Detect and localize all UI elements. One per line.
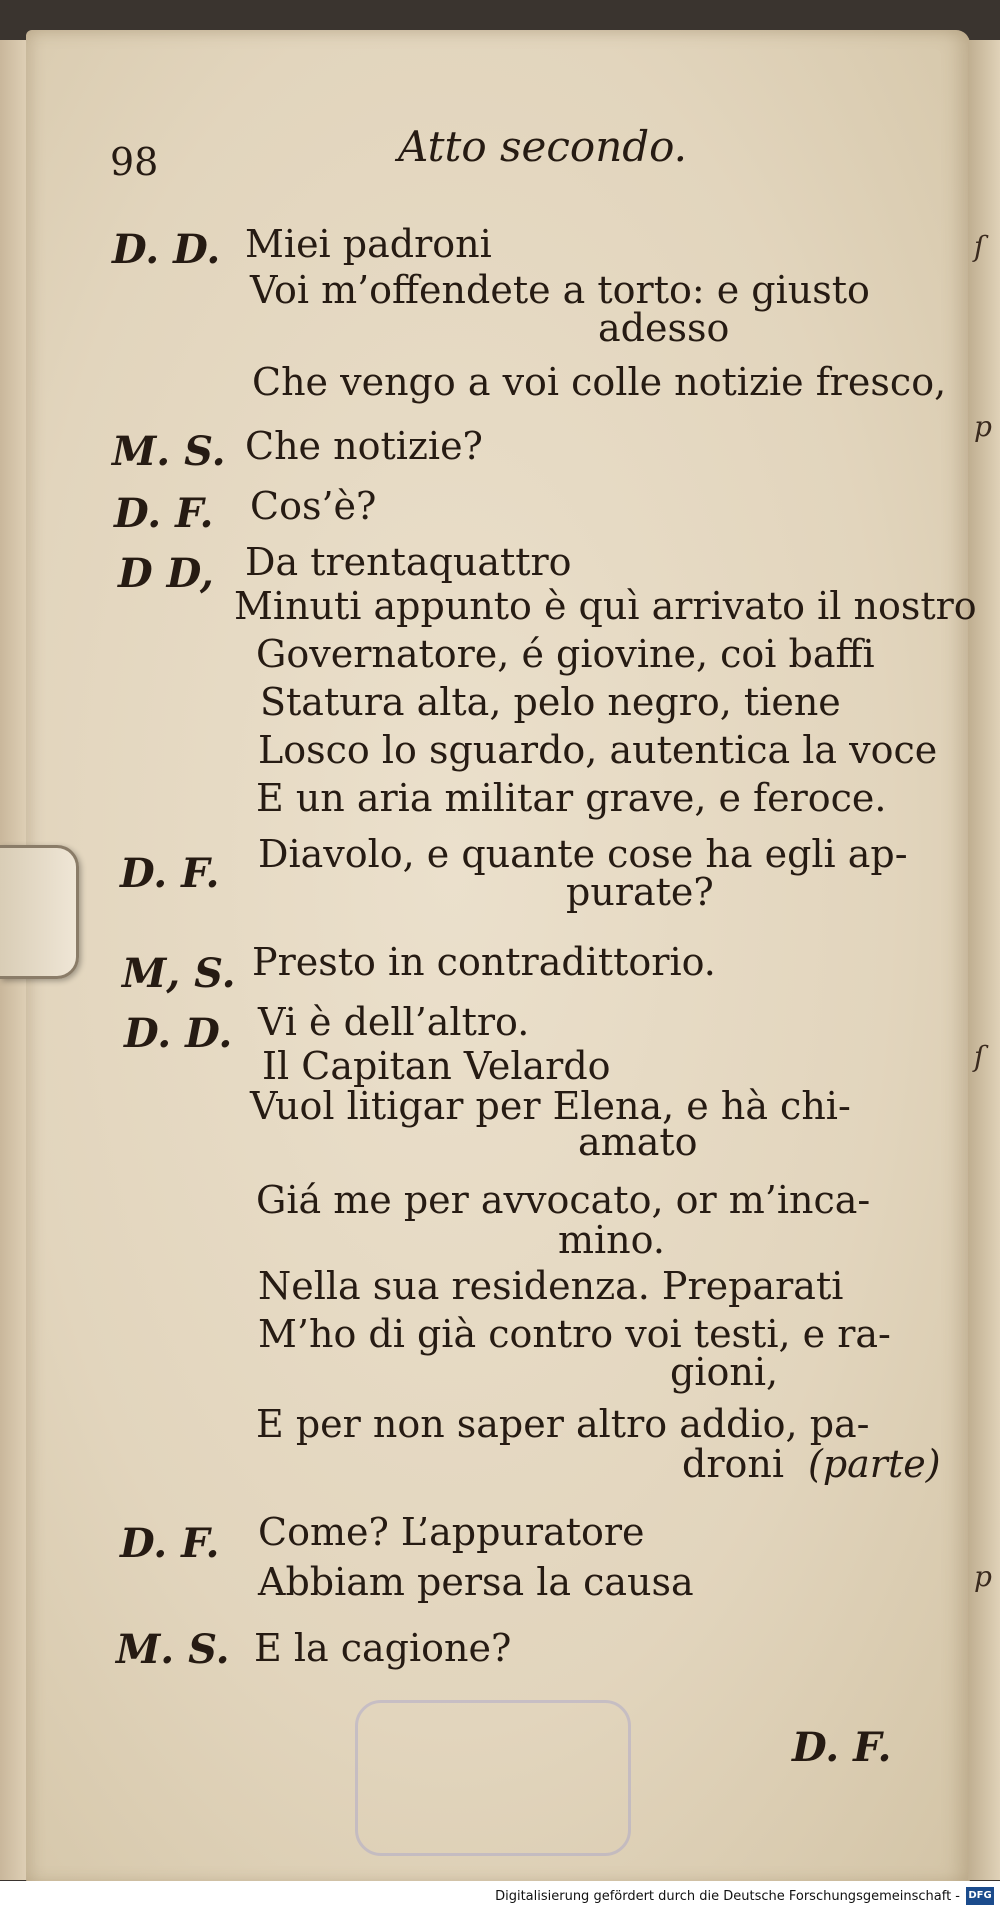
page-number: 98: [110, 140, 159, 184]
verse-line: gioni,: [670, 1350, 779, 1394]
verse-line: Vi è dell’altro.: [258, 1000, 530, 1044]
library-stamp: [355, 1700, 631, 1856]
verse-line: E la cagione?: [254, 1626, 512, 1670]
next-page-edge: [968, 40, 1000, 1880]
digitization-footer: [0, 1881, 1000, 1909]
verse-line: Cos’è?: [250, 484, 377, 528]
speaker-label: D. F.: [114, 490, 214, 537]
verse-line: Presto in contradittorio.: [252, 940, 716, 984]
speaker-label: M, S.: [122, 950, 236, 997]
verse-line: Abbiam persa la causa: [258, 1560, 694, 1604]
verse-line: Miei padroni: [245, 222, 492, 266]
verse-line: Governatore, é giovine, coi baffi: [256, 632, 875, 676]
catchword: D. F.: [792, 1724, 892, 1771]
verse-line: Statura alta, pelo negro, tiene: [260, 680, 841, 724]
verse-line: E un aria militar grave, e feroce.: [256, 776, 887, 820]
verse-line: Minuti appunto è quì arrivato il nostro: [234, 584, 977, 628]
verse-line: droni: [682, 1442, 784, 1486]
verse-line: Come? L’appuratore: [258, 1510, 645, 1554]
speaker-label: D D,: [118, 550, 214, 597]
verse-line: Che vengo a voi colle notizie fresco,: [252, 360, 947, 404]
verse-line: Nella sua residenza. Preparati: [258, 1264, 844, 1308]
stage-direction: (parte): [808, 1442, 941, 1486]
speaker-label: D. D.: [124, 1010, 233, 1057]
verse-line: Da trentaquattro: [245, 540, 572, 584]
dfg-logo: DFG: [966, 1887, 994, 1905]
verse-line: M’ho di già contro voi testi, e ra-: [258, 1312, 891, 1356]
speaker-label: D. F.: [120, 850, 220, 897]
funding-credit: Digitalisierung gefördert durch die Deutsche Forschungsgemeinschaft -: [495, 1889, 960, 1904]
verse-line: Diavolo, e quante cose ha egli ap-: [258, 832, 908, 876]
next-page-glyph: p: [974, 410, 992, 443]
verse-line: mino.: [558, 1218, 665, 1262]
speaker-label: D. F.: [120, 1520, 220, 1567]
verse-line: Che notizie?: [245, 424, 483, 468]
verse-line: Losco lo sguardo, autentica la voce: [258, 728, 938, 772]
running-header: Atto secondo.: [398, 122, 688, 171]
verse-line: Giá me per avvocato, or m’inca-: [256, 1178, 871, 1222]
next-page-glyph: p: [974, 1560, 992, 1593]
verse-line: amato: [578, 1120, 698, 1164]
verse-line: Voi m’offendete a torto: e giusto: [250, 268, 870, 312]
verse-line: purate?: [566, 870, 714, 914]
next-page-glyph: ſ: [974, 1040, 985, 1073]
speaker-label: M. S.: [112, 428, 226, 475]
next-page-glyph: ſ: [974, 230, 985, 263]
verse-line: E per non saper altro addio, pa-: [256, 1402, 870, 1446]
verse-line: adesso: [598, 306, 730, 350]
verse-line: Vuol litigar per Elena, e hà chi-: [250, 1084, 851, 1128]
book-clasp: [0, 845, 79, 979]
verse-line: Il Capitan Velardo: [262, 1044, 611, 1088]
speaker-label: D. D.: [112, 226, 221, 273]
speaker-label: M. S.: [116, 1626, 230, 1673]
